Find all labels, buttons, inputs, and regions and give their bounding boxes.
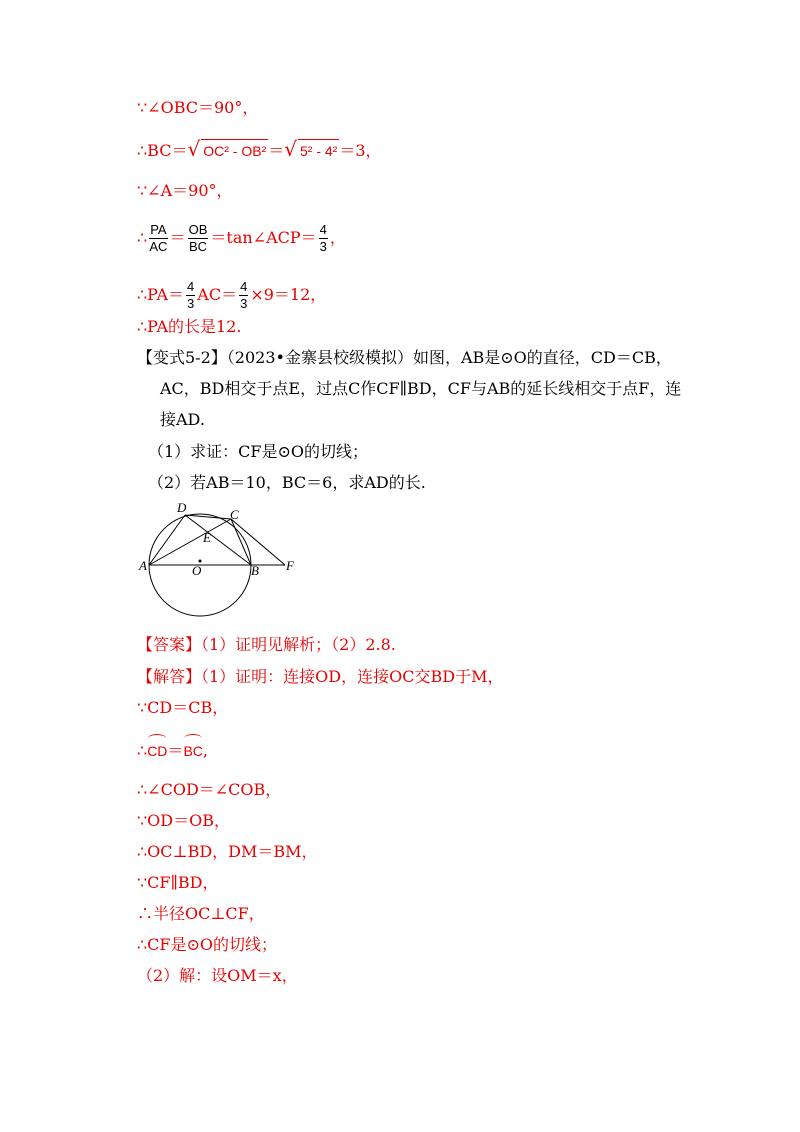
label-b: B [251, 563, 259, 578]
radicand-2: 5² - 4² [298, 139, 339, 162]
geometry-figure [130, 495, 310, 620]
solution-line-10: （2）解：设OM＝x， [137, 966, 298, 985]
solution-line-5: ∵OD＝OB， [137, 811, 231, 830]
solution-line-2: ∵CD＝CB， [137, 698, 229, 717]
solution-line-1: 【解答】（1）证明：连接OD，连接OC交BD于M， [137, 667, 504, 686]
denominator: 3 [187, 296, 195, 311]
step-angle-a: ∵∠A＝90°， [137, 181, 233, 200]
problem-line-2: AC，BD相交于点E，过点C作CF∥BD，CF与AB的延长线相交于点F，连 [160, 379, 682, 398]
numerator: PA [150, 222, 167, 237]
step-pa-conclusion: ∴PA的长是12. [137, 317, 242, 336]
fraction-4-3 [239, 279, 248, 312]
line-cf [231, 519, 285, 565]
label-f: F [286, 558, 294, 573]
step-tan-ratio [137, 218, 346, 258]
step-angle-obc: ∵∠OBC＝90°， [137, 98, 259, 117]
therefore-sign: ∴ [137, 228, 148, 247]
chord-ad [149, 515, 185, 565]
chord-db [185, 515, 251, 565]
fraction-4-3 [186, 279, 195, 312]
ac-text: AC＝ [197, 285, 238, 304]
numerator: OB [188, 222, 208, 237]
pa-result: ×9＝12， [250, 285, 327, 304]
chord-dc [185, 515, 231, 519]
problem-text: （2023•金寨县校级模拟）如图，AB是⊙O的直径，CD＝CB， [226, 348, 672, 367]
fraction-pa-ac [149, 222, 167, 255]
denominator: BC [188, 239, 208, 254]
solution-line-7: ∵CF∥BD， [137, 873, 219, 892]
fraction-4-3 [319, 222, 328, 255]
answer-line: 【答案】（1）证明见解析；（2）2.8. [137, 635, 396, 654]
step-pa-value [137, 275, 326, 315]
solution-line-4: ∴∠COD＝∠COB， [137, 780, 282, 799]
therefore-sign: ∴ [137, 741, 148, 760]
question-2: （2）若AB＝10，BC＝6，求AD的长. [148, 473, 426, 492]
comma: ， [329, 228, 346, 247]
pa-prefix: ∴PA＝ [137, 285, 185, 304]
comma: , [202, 741, 208, 760]
solution-line-8: ∴半径OC⊥CF， [137, 904, 265, 923]
label-e: E [203, 530, 211, 545]
equals-sign: ＝ [169, 228, 186, 247]
denominator: AC [149, 239, 168, 254]
arc-cd: CD [147, 734, 167, 762]
tan-text: ＝tan∠ACP＝ [210, 228, 317, 247]
solution-line-3 [137, 734, 208, 762]
label-d: D [177, 500, 187, 515]
radicand-1: OC² - OB² [201, 139, 268, 162]
numerator: 4 [187, 279, 195, 294]
equals-sign: ＝ [268, 141, 285, 160]
label-o: O [192, 563, 202, 578]
fraction-ob-bc [188, 222, 209, 255]
numerator: 4 [240, 279, 248, 294]
solution-line-9: ∴CF是⊙O的切线； [137, 935, 278, 954]
arc-bc: BC [183, 734, 202, 762]
problem-line-3: 接AD. [160, 410, 205, 429]
label-a: A [139, 558, 147, 573]
denominator: 3 [240, 296, 248, 311]
sqrt-icon: √ [187, 137, 201, 161]
problem-tag: 【变式5-2】 [137, 348, 227, 367]
numerator: 4 [319, 222, 327, 237]
bc-suffix: ＝3， [339, 141, 382, 160]
sqrt-icon: √ [284, 137, 297, 161]
chord-cb [231, 519, 251, 565]
chord-ac [149, 519, 231, 565]
label-c: C [230, 507, 239, 522]
question-1: （1）求证：CF是⊙O的切线； [148, 442, 369, 461]
bc-prefix: ∴BC＝ [137, 141, 188, 160]
solution-line-6: ∴OC⊥BD，DM＝BM， [137, 842, 318, 861]
problem-line-1 [137, 347, 672, 369]
denominator: 3 [319, 239, 327, 254]
step-bc-value [137, 138, 382, 162]
equals-sign: ＝ [167, 741, 184, 760]
